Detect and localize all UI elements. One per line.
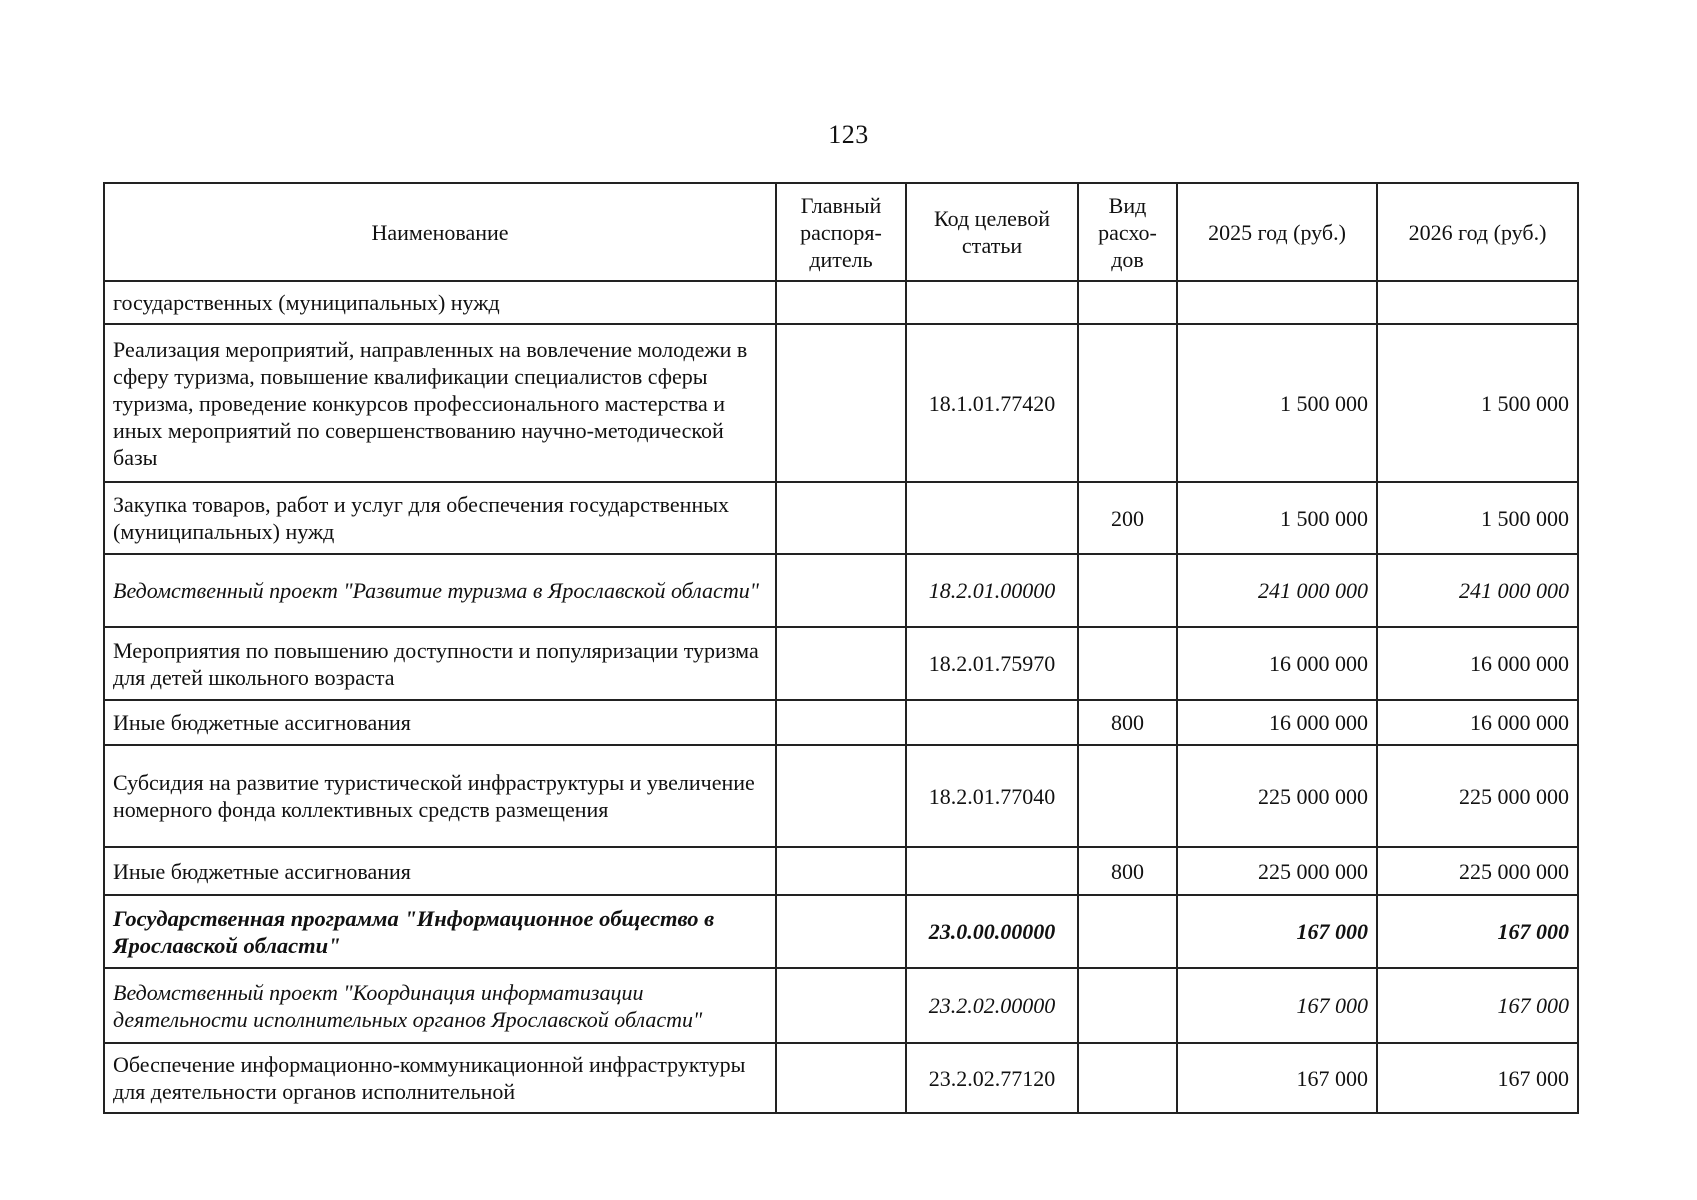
row-code: 18.2.01.77040 [906, 745, 1078, 847]
header-code: Код целевой статьи [906, 183, 1078, 281]
row-amount-2025 [1177, 281, 1377, 324]
row-amount-2026: 1 500 000 [1377, 482, 1578, 554]
table-row [104, 281, 1578, 324]
header-admin: Главный распоря-дитель [776, 183, 906, 281]
row-admin [776, 627, 906, 700]
budget-table [103, 182, 1579, 1114]
row-name: Закупка товаров, работ и услуг для обеспечения государственных (муниципальных) нужд [104, 482, 776, 554]
row-amount-2025: 167 000 [1177, 895, 1377, 968]
row-amount-2026: 167 000 [1377, 968, 1578, 1043]
table-header-row [104, 183, 1578, 281]
row-amount-2026: 167 000 [1377, 1043, 1578, 1113]
row-code [906, 847, 1078, 895]
row-kind [1078, 627, 1177, 700]
row-admin [776, 324, 906, 482]
table-row [104, 968, 1578, 1043]
row-code: 23.2.02.77120 [906, 1043, 1078, 1113]
row-amount-2025: 167 000 [1177, 1043, 1377, 1113]
row-admin [776, 700, 906, 745]
row-amount-2025: 1 500 000 [1177, 482, 1377, 554]
table-row [104, 895, 1578, 968]
row-amount-2026: 225 000 000 [1377, 847, 1578, 895]
row-amount-2026: 16 000 000 [1377, 700, 1578, 745]
row-amount-2026: 167 000 [1377, 895, 1578, 968]
row-name: государственных (муниципальных) нужд [104, 281, 776, 324]
table-row [104, 482, 1578, 554]
header-year-2026: 2026 год (руб.) [1377, 183, 1578, 281]
row-name: Субсидия на развитие туристической инфраструктуры и увеличение номерного фонда коллективных средств размещения [104, 745, 776, 847]
row-admin [776, 554, 906, 627]
row-kind: 800 [1078, 847, 1177, 895]
row-code: 18.1.01.77420 [906, 324, 1078, 482]
row-kind [1078, 324, 1177, 482]
table-row [104, 554, 1578, 627]
row-amount-2025: 225 000 000 [1177, 745, 1377, 847]
header-kind: Вид расхо-дов [1078, 183, 1177, 281]
row-code: 23.2.02.00000 [906, 968, 1078, 1043]
row-kind [1078, 554, 1177, 627]
row-code: 23.0.00.00000 [906, 895, 1078, 968]
row-name: Мероприятия по повышению доступности и популяризации туризма для детей школьного возраста [104, 627, 776, 700]
row-admin [776, 1043, 906, 1113]
row-name: Обеспечение информационно-коммуникационной инфраструктуры для деятельности органов исполнительной [104, 1043, 776, 1113]
row-code: 18.2.01.00000 [906, 554, 1078, 627]
row-name: Ведомственный проект "Развитие туризма в Ярославской области" [104, 554, 776, 627]
row-admin [776, 482, 906, 554]
row-admin [776, 895, 906, 968]
row-amount-2026: 241 000 000 [1377, 554, 1578, 627]
row-admin [776, 968, 906, 1043]
row-amount-2026: 1 500 000 [1377, 324, 1578, 482]
row-code [906, 281, 1078, 324]
row-name: Реализация мероприятий, направленных на вовлечение молодежи в сферу туризма, повышение квалификации специалистов сферы туризма, проведение конкурсов профессионального мастерства и иных мероприятий по совершенствованию научно-методической базы [104, 324, 776, 482]
row-name: Иные бюджетные ассигнования [104, 700, 776, 745]
table-row [104, 847, 1578, 895]
row-amount-2025: 225 000 000 [1177, 847, 1377, 895]
header-name: Наименование [104, 183, 776, 281]
row-kind [1078, 968, 1177, 1043]
row-code [906, 482, 1078, 554]
row-amount-2026: 225 000 000 [1377, 745, 1578, 847]
row-kind [1078, 1043, 1177, 1113]
page-number: 123 [828, 120, 869, 149]
row-amount-2026: 16 000 000 [1377, 627, 1578, 700]
row-amount-2025: 1 500 000 [1177, 324, 1377, 482]
row-code: 18.2.01.75970 [906, 627, 1078, 700]
header-year-2025: 2025 год (руб.) [1177, 183, 1377, 281]
row-kind [1078, 281, 1177, 324]
row-kind [1078, 745, 1177, 847]
row-name: Государственная программа "Информационное общество в Ярославской области" [104, 895, 776, 968]
row-name: Ведомственный проект "Координация информатизации деятельности исполнительных органов Ярославской области" [104, 968, 776, 1043]
row-name: Иные бюджетные ассигнования [104, 847, 776, 895]
row-amount-2025: 16 000 000 [1177, 627, 1377, 700]
row-kind: 200 [1078, 482, 1177, 554]
row-admin [776, 745, 906, 847]
row-code [906, 700, 1078, 745]
row-amount-2025: 241 000 000 [1177, 554, 1377, 627]
row-amount-2025: 167 000 [1177, 968, 1377, 1043]
table-row [104, 324, 1578, 482]
table-row [104, 627, 1578, 700]
table-row [104, 700, 1578, 745]
row-kind: 800 [1078, 700, 1177, 745]
table-row [104, 1043, 1578, 1113]
table-row [104, 745, 1578, 847]
row-amount-2025: 16 000 000 [1177, 700, 1377, 745]
row-amount-2026 [1377, 281, 1578, 324]
row-kind [1078, 895, 1177, 968]
row-admin [776, 847, 906, 895]
row-admin [776, 281, 906, 324]
